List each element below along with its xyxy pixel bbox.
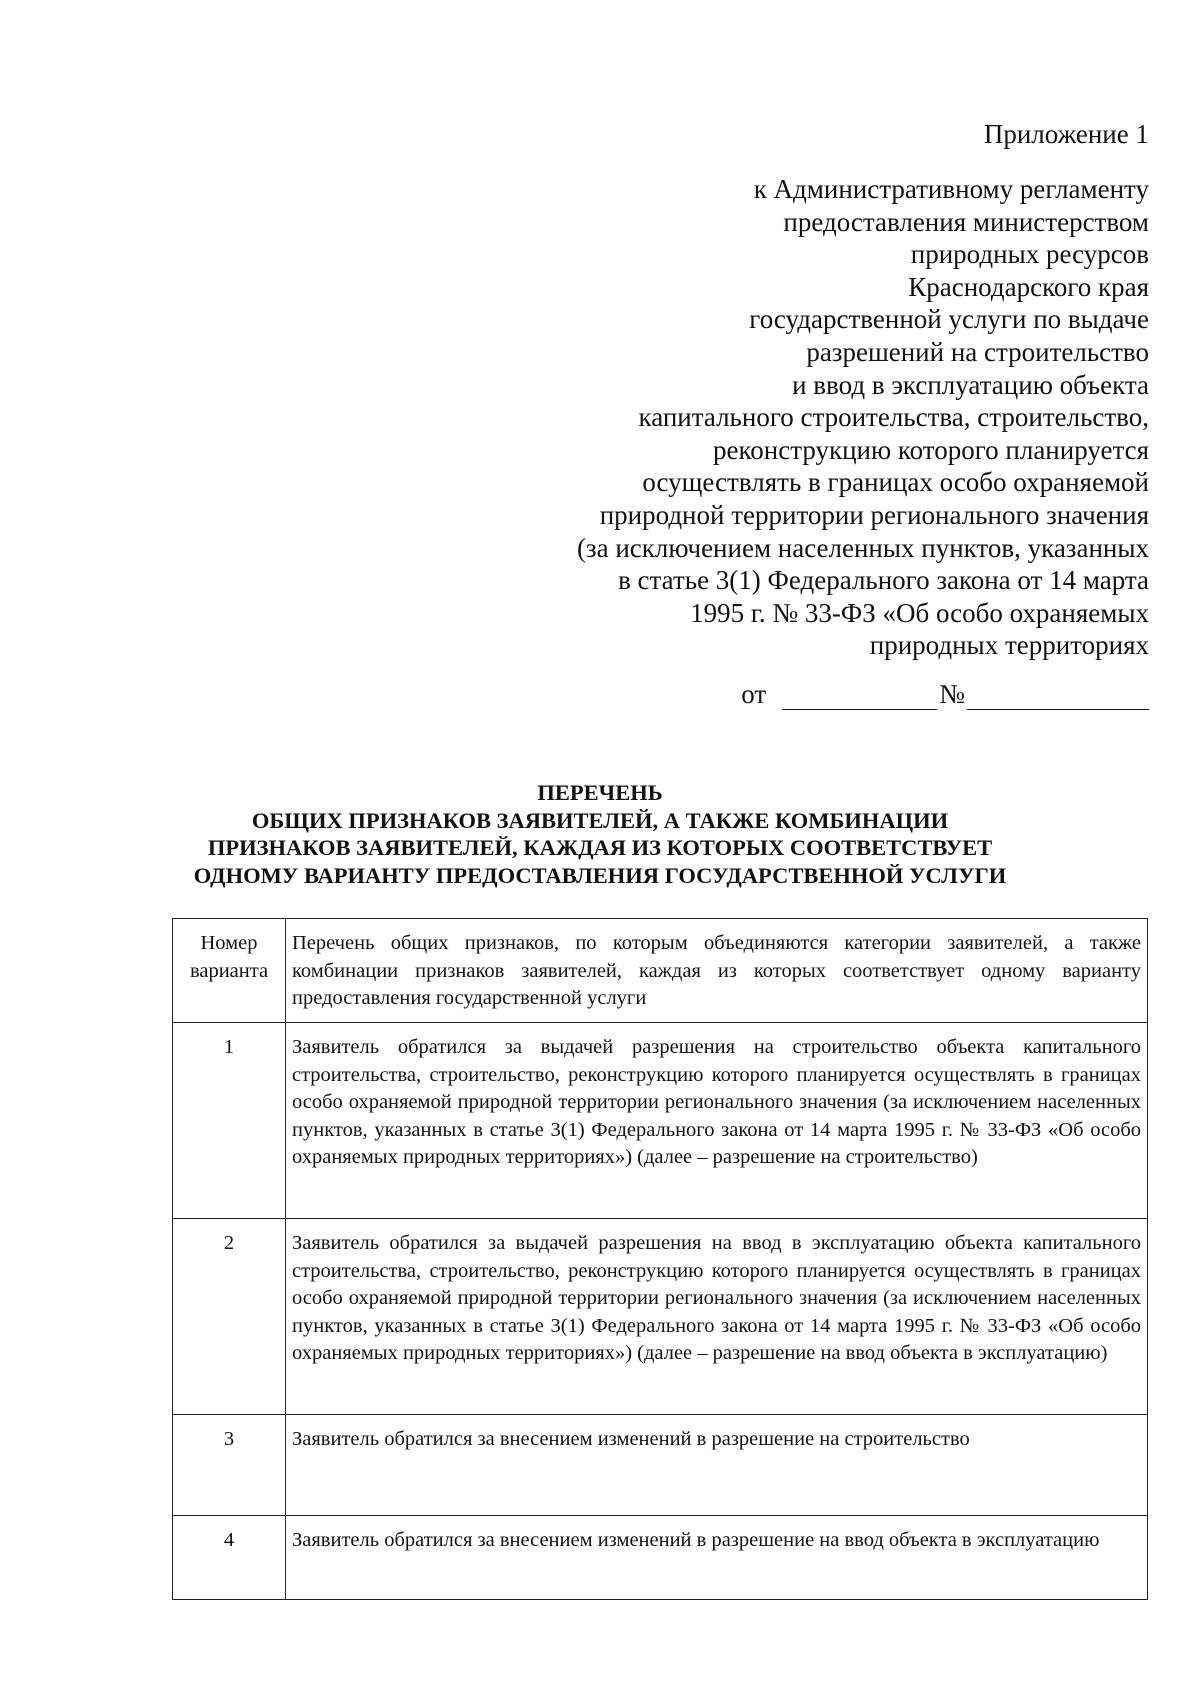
number-sign: № <box>939 679 965 709</box>
title-line: ПЕРЕЧЕНЬ <box>537 780 663 805</box>
variant-number-cell: 2 <box>173 1219 286 1415</box>
appendix-line: Краснодарского края <box>908 271 1149 302</box>
table-row <box>173 1415 1148 1516</box>
appendix-line: и ввод в эксплуатацию объекта <box>792 369 1149 400</box>
appendix-number: Приложение 1 <box>983 119 1149 149</box>
document-title <box>0 779 1200 889</box>
variant-description-cell: Заявитель обратился за выдачей разрешения на строительство объекта капитального строительства, строительство, реконструкцию которого планируется осуществлять в границах особо охраняемой природной территории регионального значения (за исключением населенных пунктов, указанных в статье 3(1) Федерального закона от 14 марта 1995 г. № 33-ФЗ «Об особо охраняемых природных территориях») (далее – разрешение на строительство) <box>286 1023 1148 1219</box>
table-row <box>173 1219 1148 1415</box>
appendix-line: капитального строительства, строительство, <box>638 402 1149 433</box>
table-header-row <box>173 919 1148 1023</box>
appendix-line: 1995 г. № 33-ФЗ «Об особо охраняемых <box>690 597 1149 628</box>
appendix-line: осуществлять в границах особо охраняемой <box>642 467 1149 498</box>
header-number-cell: Номер варианта <box>173 919 286 1023</box>
number-blank <box>967 683 1149 710</box>
date-prefix: от <box>741 679 767 709</box>
title-line: ПРИЗНАКОВ ЗАЯВИТЕЛЕЙ, КАЖДАЯ ИЗ КОТОРЫХ СООТВЕТСТВУЕТ <box>207 835 993 860</box>
appendix-line: в статье 3(1) Федерального закона от 14 марта <box>618 565 1149 596</box>
variant-description-cell: Заявитель обратился за внесением изменений в разрешение на строительство <box>286 1415 1148 1516</box>
date-number-line <box>741 678 1149 710</box>
header-description-cell: Перечень общих признаков, по которым объединяются категории заявителей, а также комбинации признаков заявителей, каждая из которых соответствует одному варианту предоставления государственной услуги <box>286 919 1148 1023</box>
appendix-line: природных территориях <box>869 630 1149 661</box>
appendix-line: (за исключением населенных пунктов, указанных <box>576 532 1149 563</box>
title-line: ОБЩИХ ПРИЗНАКОВ ЗАЯВИТЕЛЕЙ, А ТАКЖЕ КОМБИНАЦИИ <box>251 807 949 833</box>
appendix-line: предоставления министерством <box>783 206 1149 237</box>
appendix-line: реконструкцию которого планируется <box>713 434 1149 465</box>
appendix-line: природных ресурсов <box>910 239 1149 270</box>
variant-number-cell: 4 <box>173 1516 286 1600</box>
appendix-reference <box>449 173 1149 662</box>
variant-number-cell: 1 <box>173 1023 286 1219</box>
title-line: ОДНОМУ ВАРИАНТУ ПРЕДОСТАВЛЕНИЯ ГОСУДАРСТВЕННОЙ УСЛУГИ <box>193 862 1007 888</box>
table-row <box>173 1023 1148 1219</box>
date-blank <box>782 683 937 710</box>
variant-description-cell: Заявитель обратился за внесением изменений в разрешение на ввод объекта в эксплуатацию <box>286 1516 1148 1600</box>
appendix-line: государственной услуги по выдаче <box>749 304 1149 335</box>
variant-description-cell: Заявитель обратился за выдачей разрешения на ввод в эксплуатацию объекта капитального строительства, строительство, реконструкцию которого планируется осуществлять в границах особо охраняемой природной территории регионального значения (за исключением населенных пунктов, указанных в статье 3(1) Федерального закона от 14 марта 1995 г. № 33-ФЗ «Об особо охраняемых природных территориях») (далее – разрешение на ввод объекта в эксплуатацию) <box>286 1219 1148 1415</box>
appendix-line: разрешений на строительство <box>806 336 1149 367</box>
appendix-line: природной территории регионального значения <box>599 499 1149 530</box>
appendix-line: к Административному регламенту <box>753 174 1149 204</box>
variants-table <box>172 918 1148 1600</box>
variant-number-cell: 3 <box>173 1415 286 1516</box>
table-row <box>173 1516 1148 1600</box>
